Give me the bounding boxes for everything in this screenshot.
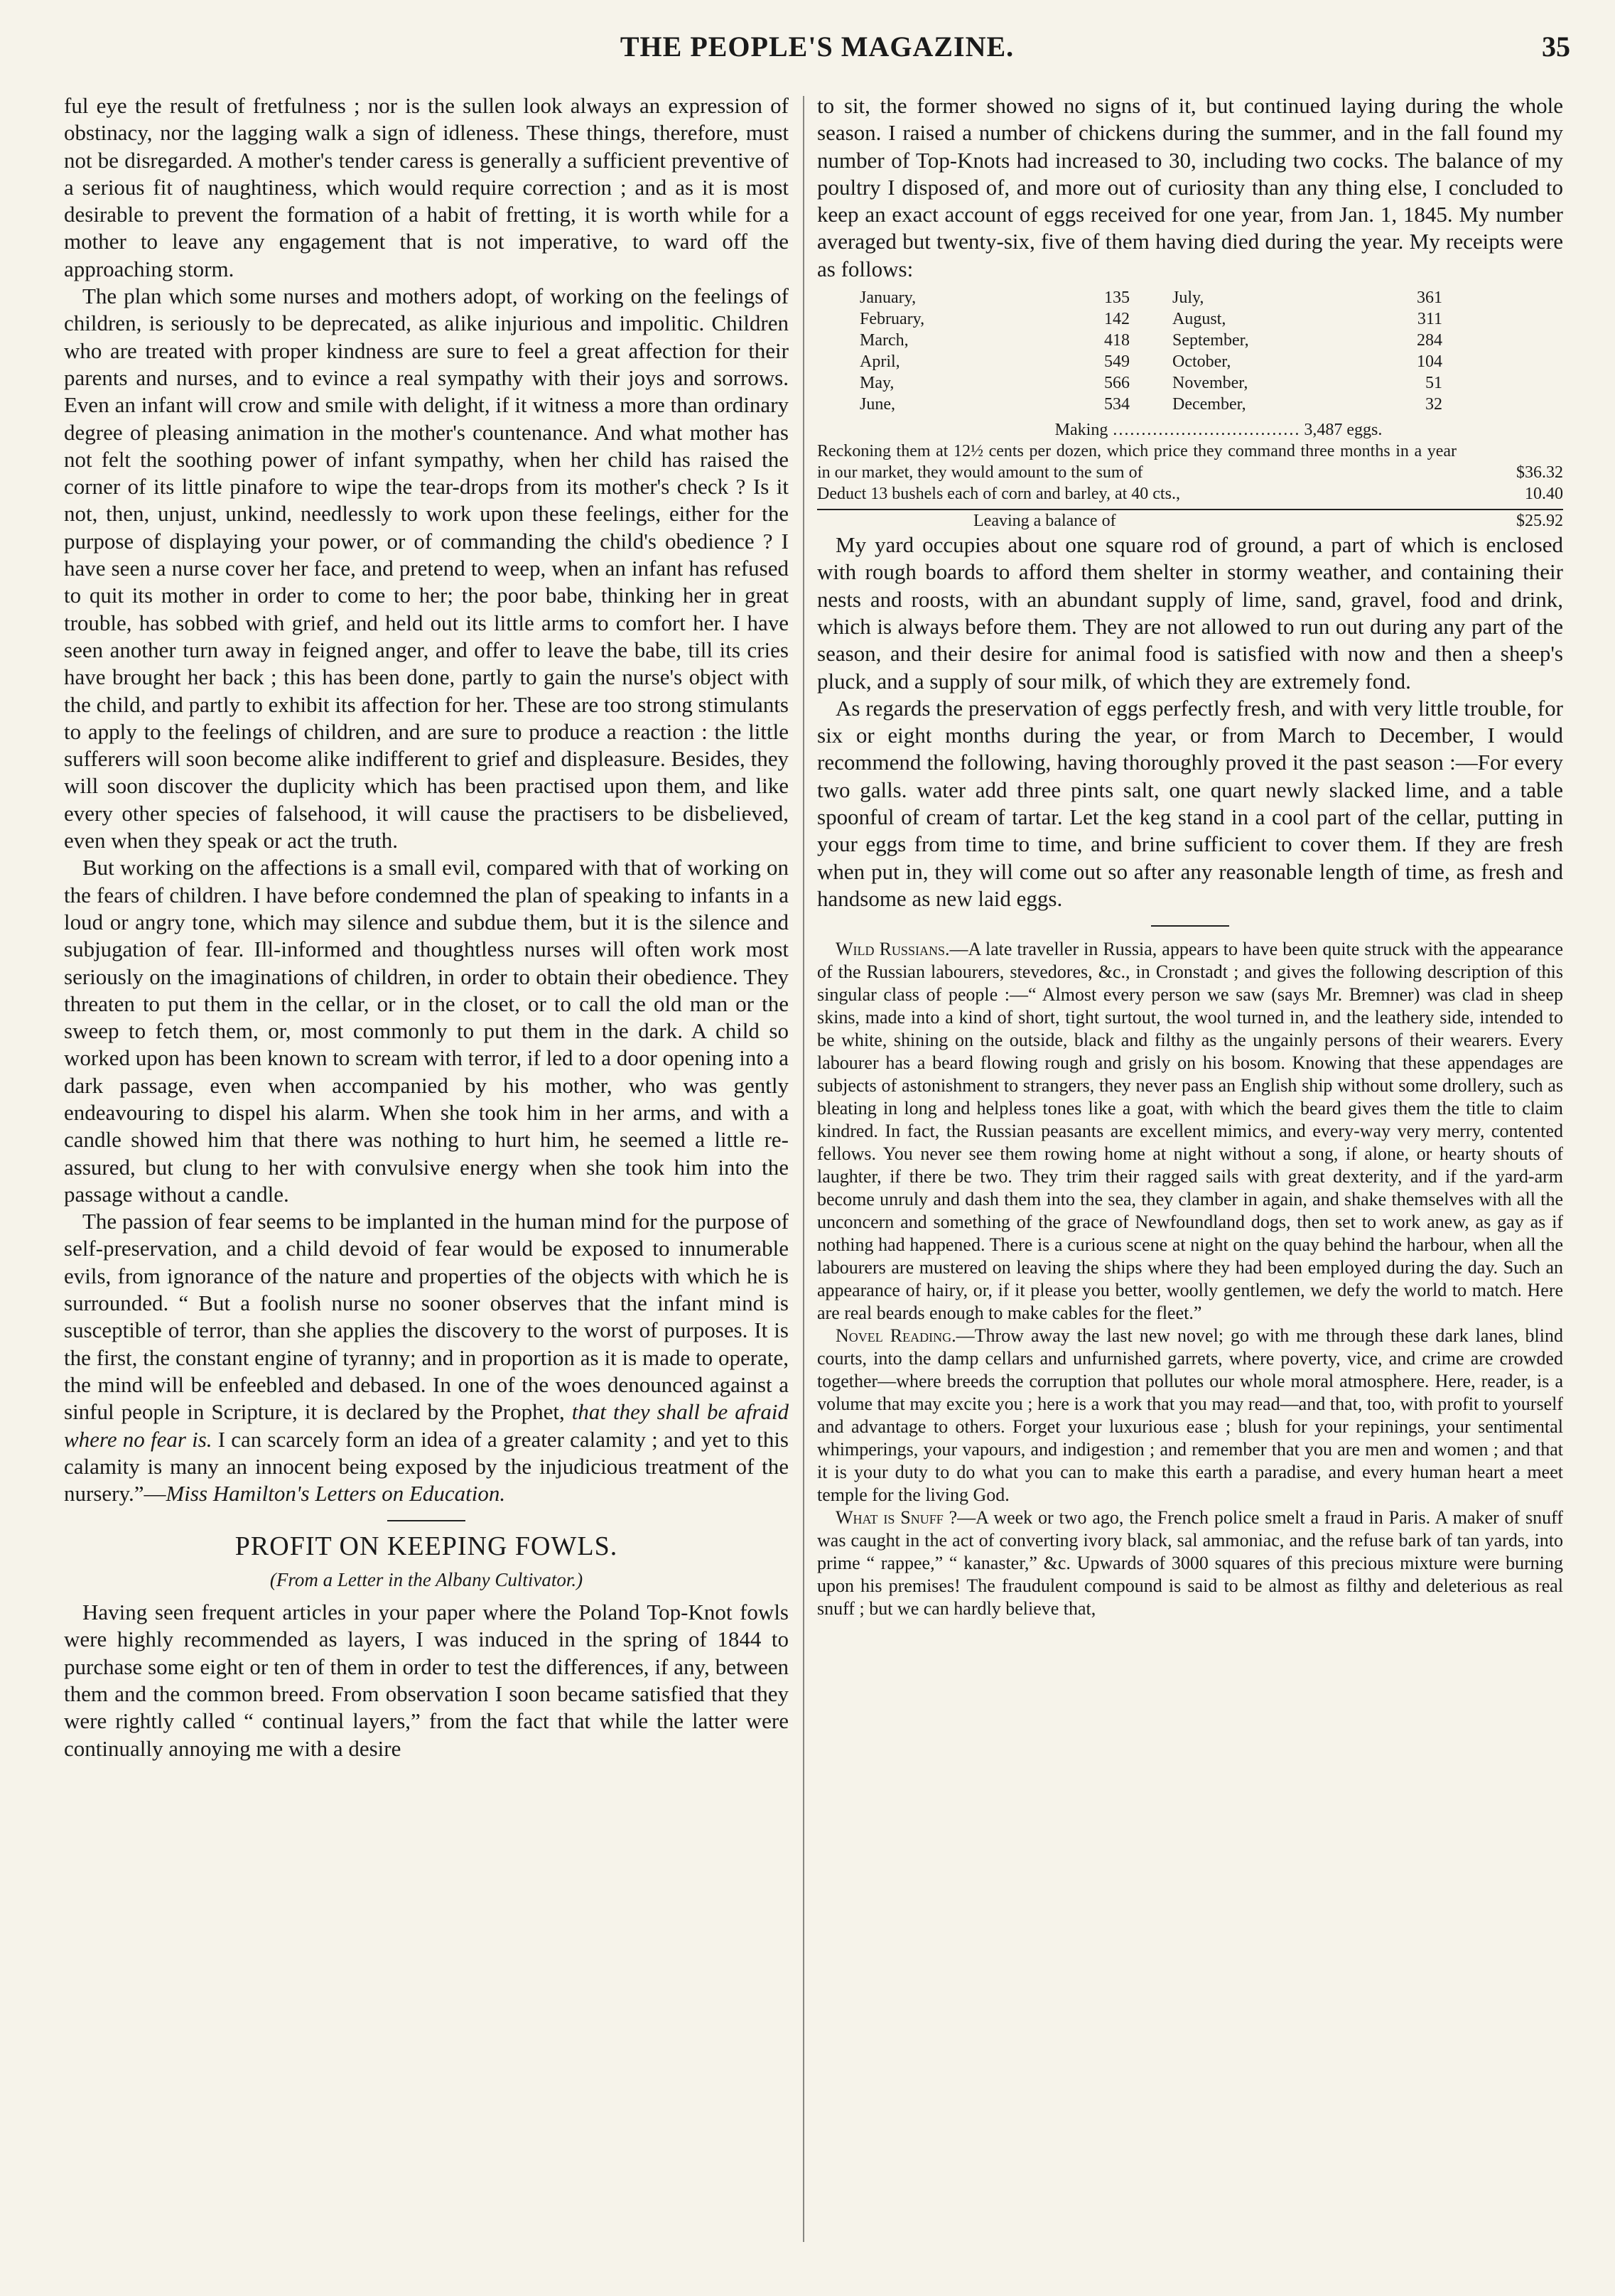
table-row — [860, 330, 1485, 351]
table-row — [860, 308, 1485, 330]
egg-calculation — [817, 419, 1563, 532]
balance-value: $25.92 — [1516, 512, 1563, 531]
count-cell: 534 — [1103, 395, 1130, 414]
page-header — [64, 30, 1570, 80]
month-cell: July, — [1172, 289, 1204, 308]
paragraph — [64, 1208, 789, 1507]
month-cell: April, — [860, 352, 900, 372]
balance-label: Leaving a balance of — [973, 512, 1116, 531]
month-cell: December, — [1172, 395, 1246, 414]
count-cell: 549 — [1103, 352, 1130, 372]
egg-receipts-table — [817, 283, 1563, 415]
count-cell: 284 — [1417, 331, 1442, 350]
paragraph: Having seen frequent articles in your paper where the Poland Top-Knot fowls were highly recommended as layers, I was induced in the spring of 1844 to purchase some eight or ten of them in order to test the differences, if any, between them and the common breed. From observation I soon became satisfied that they were rightly called “ continual layers,” from the fact that while the latter were continually annoying me with a desire — [64, 1600, 789, 1761]
miscellany — [817, 938, 1563, 1620]
snuff-item — [817, 1507, 1563, 1620]
month-cell: February, — [860, 310, 925, 329]
deduct-row — [817, 483, 1563, 505]
paragraph: The plan which some nurses and mothers adopt, of working on the feelings of children, is seriously to be deprecated, as alike injurious and impolitic. Children who are treated with proper kindness are sure to feel a great affection for their parents and nurses, and to evince a real sympathy with their joys and sorrows. Even an infant will crow and smile with delight, if it witness a more than ordinary degree of pleasing animation in the mother's countenance. And what mother has not felt the soothing power of infant sympathy, when her child has raised the corner of its little pinafore to wipe the tear-drops from its mother's check ? Is it not, then, unjust, unkind, needlessly to work upon these feelings, either for the purpose of displaying your power, or of commanding the child's obedience ? I have seen a nurse cover her face, and pretend to weep, when an infant has refused to quit its mother in order to come to her; the poor babe, thinking her in great trouble, has sobbed with grief, and held out its little arms to comfort her. I have seen another turn away in feigned anger, and offer to leave the babe, till its cries have brought her back ; this has been done, partly to gain the nurse's object with the child, and partly to exhibit its affection for her. These are too strong stimulants to apply to the feelings of children, and are sure to produce a reaction : the little sufferers will soon become alike indifferent to grief and displeasure. Besides, they will soon discover the duplicity which has been practised upon them, and like every other species of falsehood, it will cause the practisers to be disbelieved, even when they speak or act the truth. — [64, 284, 789, 853]
right-column — [817, 92, 1563, 2267]
section-source: (From a Letter in the Albany Cultivator.) — [269, 1568, 583, 1590]
novel-reading-item — [817, 1325, 1563, 1507]
count-cell: 32 — [1425, 395, 1442, 414]
paragraph: My yard occupies about one square rod of ground, a part of which is enclosed with rough boards to afford them shelter in stormy weather, and containing their nests and roosts, with an abundant supply of lime, sand, gravel, food and drink, which is always before them. They are not allowed to run out during any part of the season, and their desire for animal food is satisfied with now and then a sheep's pluck, and a supply of sour milk, of which they are extremely fond. — [817, 532, 1563, 694]
item-heading: Novel Reading. — [836, 1325, 956, 1347]
item-text: —A week or two ago, the French police smelt a fraud in Paris. A maker of snuff was caught in the act of converting ivory black, sal ammoniac, and the refuse bark of tan yards, into prime “ rappee,” “ kanaster,” &c. Upwards of 3000 squares of this precious mixture were burning upon his premises! The fraudulent compound is said to be almost as filthy and deleterious as real snuff ; but we can hardly believe that, — [817, 1507, 1563, 1619]
deduct-value: 10.40 — [1525, 485, 1563, 504]
month-cell: September, — [1172, 331, 1249, 350]
paragraph: But working on the affections is a small evil, compared with that of working on the fears of children. I have before condemned the plan of speaking to infants in a loud or angry tone, which may silence and subdue them, but it is the silence and subjugation of fear. Ill-informed and thoughtless nurses will often work most seriously on the imaginations of children, in order to obtain their obedience. They threaten to put them in the cellar, or in the closet, or to call the old man or the sweep to fetch them, or, most commonly to put them in the dark. A child so worked upon has been known to scream with terror, if led to a door opening into a dark passage, even when accompanied by his mother, who was gently endeavouring to dispel his alarm. When she took him in her arms, and with a candle showed him that there was nothing to hurt him, he seemed a little re-assured, but clung to her with convulsive energy when she took him into the passage without a candle. — [64, 855, 789, 1207]
count-cell: 104 — [1417, 352, 1442, 372]
month-cell: August, — [1172, 310, 1226, 329]
item-text: —A late traveller in Russia, appears to have been quite struck with the appearance of the Russian labourers, stevedores, &c., in Cronstadt ; and gives the following description of this singular class of people :—“ Almost every person we saw (says Mr. Bremner) was clad in sheep skins, made into a kind of short, tight surtout, the wool turned in, and the leathery side, intended to be white, shining on the outside, black and filthy as the ungainly persons of their wearers. Every labourer has a beard flowing rough and grisly on his bosom. Knowing that these appendages are subjects of astonishment to strangers, they never pass an English ship without some drollery, such as bleating in long and helpless tones like a goat, with which the beard gives them the title to claim kindred. In fact, the Russian peasants are excellent mimics, and every-way very merry, contented fellows. You never see them rowing home at night without a song, if alone, or hearty shouts of laughter, if there be two. They trim their ragged sails with great dexterity, and if the yard-arm become unruly and dash them into the sea, they clamber in again, and shake themselves with all the unconcern and something of the grace of Newfoundland dogs, then set to work anew, as gay as if nothing had happened. There is a curious scene at night on the quay behind the harbour, when all the labourers are mustered on leaving the ships where they had been employed during the day. Such an appearance of hairy, or, if it please you better, woolly gentlemen, we defy the world to match. Here are real beards enough to make cables for the fleet.” — [817, 939, 1563, 1324]
item-heading: What is Snuff ? — [836, 1507, 958, 1529]
item-text: —Throw away the last new novel; go with me through these dark lanes, blind courts, into the damp cellars and unfurnished garrets, where poverty, vice, and crime are crowded together—where breeds the corruption that pollutes our whole moral atmosphere. Here, reader, is a volume that may excite you ; here is a work that you may read—and that, too, with profit to yourself and advantage to others. Forget your luxurious ease ; blush for your repinings, your sentimental whimperings, your vapours, and indigestion ; and remember that you are men and women ; and that it is your duty to do what you can to make this earth a paradise, and every human heart a meet temple for the living God. — [817, 1325, 1563, 1506]
scripture-quote: that they shall be afraid where no fear is. — [64, 1399, 789, 1452]
count-cell: 418 — [1103, 331, 1130, 350]
making-row: Making …………………………… 3,487 eggs. — [1054, 421, 1383, 440]
reckoning-value: $36.32 — [1516, 463, 1563, 483]
reckoning-row — [817, 441, 1563, 483]
table-row — [860, 394, 1485, 415]
section-rule — [387, 1520, 465, 1521]
left-column — [64, 92, 789, 2267]
section-title: PROFIT ON KEEPING FOWLS. — [234, 1531, 618, 1562]
count-cell: 311 — [1417, 310, 1442, 329]
quote-text: The passion of fear seems to be implanted in the human mind for the purpose of self-preservation, and a child devoid of fear would be exposed to innumerable evils, from ignorance of the nature and properties of the objects with which he is surrounded. “ But a foolish nurse no sooner observes that the infant mind is susceptible of terror, than she applies the discovery to the worst of purposes. It is the first, the constant engine of tyranny; and in proportion as it is made to operate, the mind will be enfeebled and debased. In one of the woes denounced against a sinful people in Scripture, it is declared by the Prophet, — [64, 1209, 789, 1425]
count-cell: 51 — [1425, 374, 1442, 393]
count-cell: 142 — [1103, 310, 1130, 329]
table-row — [860, 351, 1485, 372]
quote-text: I can scarcely form an idea of a greater calamity ; and yet to this calamity is many an innocent being exposed by the injudicious treatment of the nursery.”— — [64, 1426, 789, 1507]
table-row — [860, 372, 1485, 394]
making-value: 3,487 eggs. — [1304, 421, 1383, 440]
table-row — [860, 287, 1485, 308]
page-number: 35 — [1542, 31, 1570, 63]
making-label: Making — [1054, 421, 1108, 440]
column-divider — [803, 96, 804, 2242]
deduct-text: Deduct 13 bushels each of corn and barley, at 40 cts., — [817, 485, 1180, 504]
count-cell: 135 — [1103, 289, 1130, 308]
wild-russians-item — [817, 938, 1563, 1325]
month-cell: May, — [860, 374, 895, 393]
month-cell: June, — [860, 395, 895, 414]
month-cell: March, — [860, 331, 909, 350]
magazine-title: THE PEOPLE'S MAGAZINE. — [620, 31, 1015, 63]
section-rule — [1151, 925, 1229, 927]
attribution: Miss Hamilton's Letters on Education. — [166, 1481, 506, 1507]
paragraph: As regards the preservation of eggs perfectly fresh, and with very little trouble, for six or eight months during the year, or from March to December, I would recommend the following, having thoroughly proved it the past season :—For every two galls. water add three pints salt, one quart newly slacked lime, and a table spoonful of cream of tartar. Let the keg stand in a cool part of the cellar, putting in your eggs from time to time, and brine sufficient to cover them. If they are fresh when put in, they will come out so after any reasonable length of time, as fresh and handsome as new laid eggs. — [817, 695, 1563, 911]
month-cell: November, — [1172, 374, 1248, 393]
balance-row — [817, 510, 1563, 532]
month-cell: October, — [1172, 352, 1231, 372]
paragraph: to sit, the former showed no signs of it, but continued laying during the whole season. I raised a number of chickens during the summer, and in the fall found my number of Top-Knots had increased to 30, including two cocks. The balance of my poultry I disposed of, and more out of curiosity than any thing else, I concluded to keep an exact account of eggs received for one year, from Jan. 1, 1845. My number averaged but twenty-six, five of them having died during the year. My receipts were as follows: — [817, 93, 1563, 281]
count-cell: 361 — [1417, 289, 1442, 308]
month-cell: January, — [860, 289, 917, 308]
reckoning-text: Reckoning them at 12½ cents per dozen, which price they command three months in a year in our market, they would amount to the sum of — [817, 442, 1457, 483]
paragraph: ful eye the result of fretfulness ; nor is the sullen look always an expression of obstinacy, nor the lagging walk a sign of idleness. These things, therefore, must not be disregarded. A mother's tender caress is generally a sufficient preventive of a serious fit of naughtiness, which would require correction ; and as it is most desirable to prevent the formation of a habit of fretting, it is worth while for a mother to leave any engagement that is not imperative, to ward off the approaching storm. — [64, 93, 789, 281]
count-cell: 566 — [1103, 374, 1130, 393]
item-heading: Wild Russians. — [836, 939, 950, 960]
